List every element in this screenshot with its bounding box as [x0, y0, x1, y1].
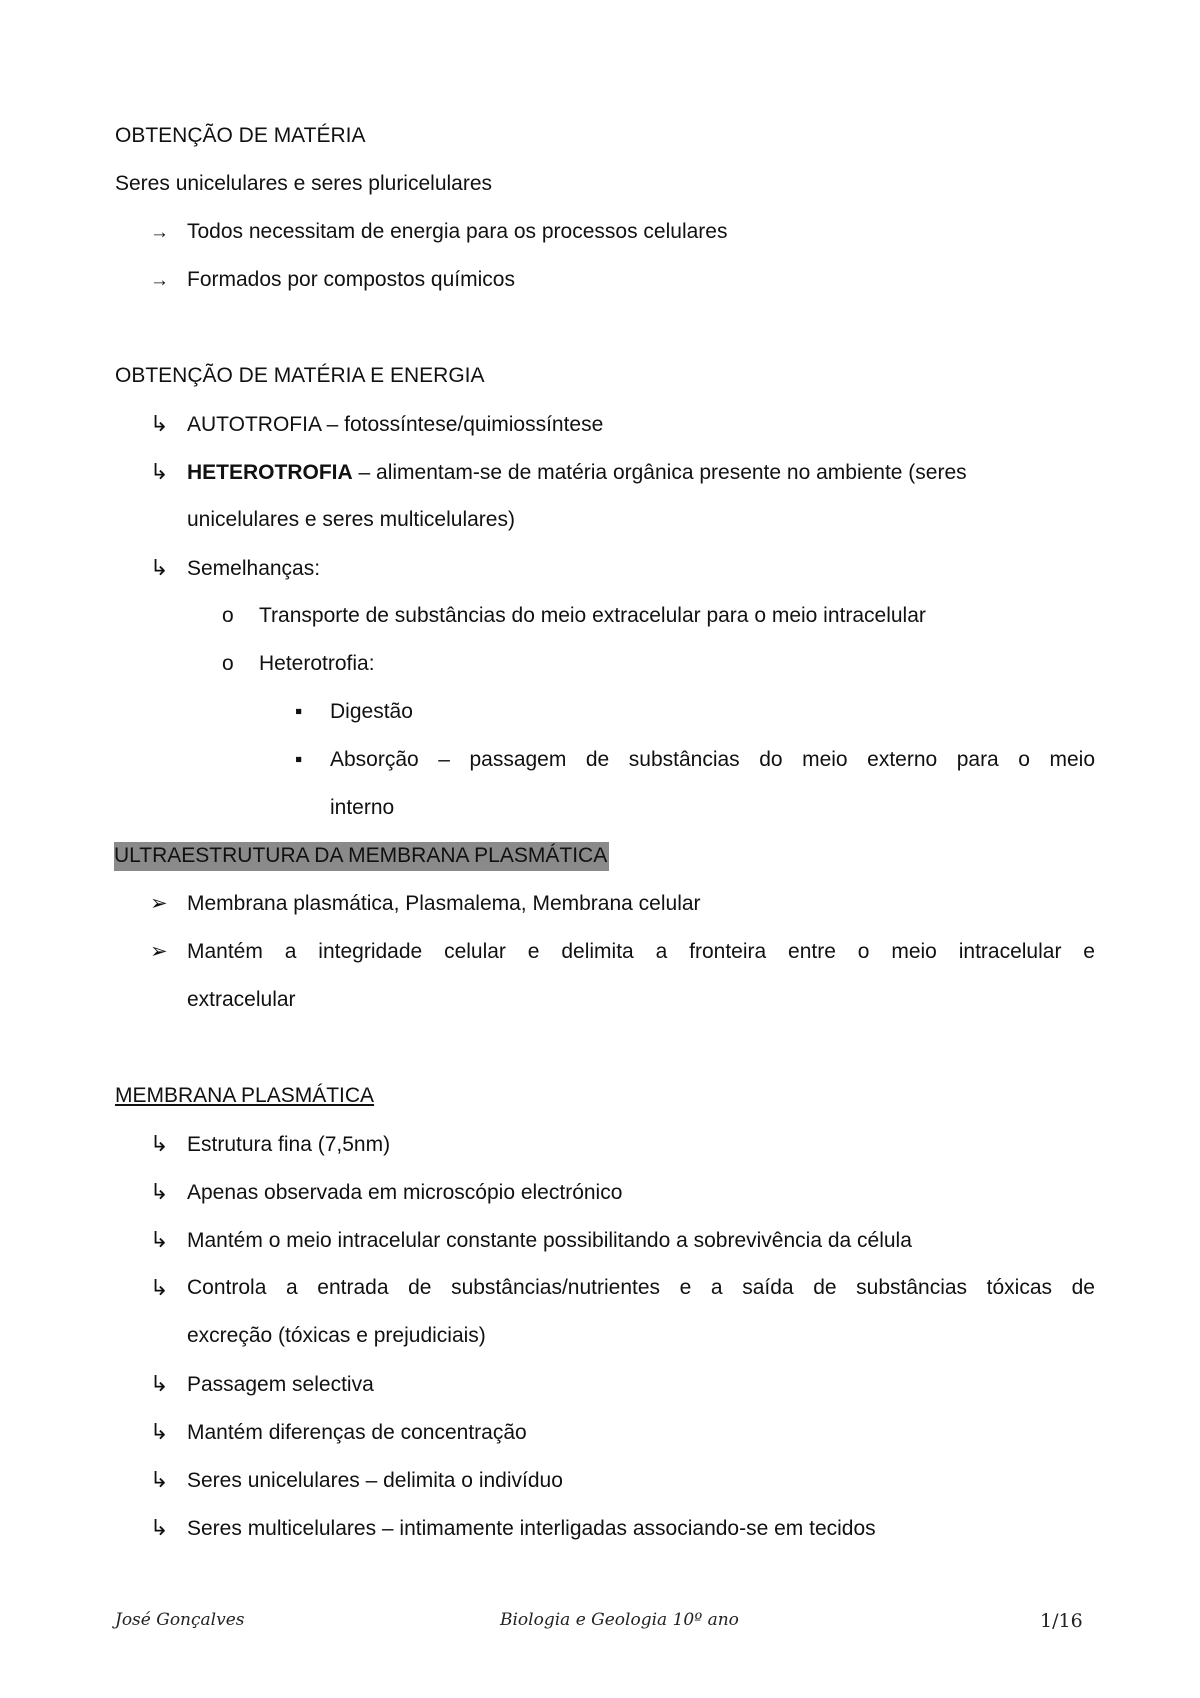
- list-item: ➢ Membrana plasmática, Plasmalema, Membrana celular: [150, 890, 1095, 918]
- list-item-continuation: excreção (tóxicas e prejudiciais): [187, 1324, 486, 1347]
- list-item-continuation: extracelular: [187, 988, 296, 1011]
- hook-arrow-icon: ↳: [150, 1227, 169, 1252]
- hook-arrow-icon: ↳: [150, 1275, 169, 1300]
- list-item: → Todos necessitam de energia para os processos celulares: [150, 218, 1095, 247]
- hook-arrow-icon: ↳: [150, 555, 169, 580]
- list-item: ↳ Mantém diferenças de concentração: [150, 1419, 527, 1444]
- list-item: ↳ Mantém o meio intracelular constante possibilitando a sobrevivência da célula: [150, 1227, 912, 1252]
- list-item-continuation: interno: [330, 796, 395, 819]
- list-item: → Formados por compostos químicos: [150, 266, 1095, 295]
- list-item: ↳ Passagem selectiva: [150, 1371, 374, 1396]
- sub-sub-list-item: ▪ Absorção – passagem de substâncias do meio externo para o meio: [295, 746, 1095, 774]
- footer-author: José Gonçalves: [115, 1610, 245, 1630]
- hook-arrow-icon: ↳: [150, 1179, 169, 1204]
- list-item: ↳ Estrutura fina (7,5nm): [150, 1131, 391, 1156]
- hook-arrow-icon: ↳: [150, 459, 169, 484]
- sub-list-item: o Transporte de substâncias do meio extracelular para o meio intracelular: [222, 602, 1095, 630]
- list-item: ↳ Apenas observada em microscópio electrónico: [150, 1179, 623, 1204]
- list-item: ↳ Controla a entrada de substâncias/nutrientes e a saída de substâncias tóxicas de: [150, 1275, 1095, 1300]
- hook-arrow-icon: ↳: [150, 1467, 169, 1492]
- subtitle-seres: Seres unicelulares e seres pluricelulares: [115, 172, 493, 195]
- list-item: ➢ Mantém a integridade celular e delimita a fronteira entre o meio intracelular e: [150, 938, 1095, 966]
- square-bullet-icon: ▪: [295, 700, 303, 723]
- hook-arrow-icon: ↳: [150, 1371, 169, 1396]
- list-item: ↳ Semelhanças:: [150, 555, 321, 580]
- list-item: ↳ Seres unicelulares – delimita o indivíduo: [150, 1467, 563, 1492]
- arrow-icon: →: [150, 270, 169, 291]
- list-item: ↳ AUTOTROFIA – fotossíntese/quimiossíntese: [150, 411, 604, 436]
- chevron-icon: ➢: [150, 940, 168, 963]
- list-item-continuation: unicelulares e seres multicelulares): [187, 508, 515, 531]
- list-item: ↳ HETEROTROFIA – alimentam-se de matéria orgânica presente no ambiente (seres: [150, 459, 967, 484]
- chevron-icon: ➢: [150, 892, 168, 915]
- footer-course: Biologia e Geologia 10º ano: [500, 1610, 739, 1630]
- sub-list-item: o Heterotrofia:: [222, 650, 1095, 678]
- heading-membrana-plasmatica: MEMBRANA PLASMÁTICA: [115, 1084, 375, 1107]
- square-bullet-icon: ▪: [295, 748, 303, 771]
- list-item: ↳ Seres multicelulares – intimamente interligadas associando-se em tecidos: [150, 1515, 876, 1540]
- heading-ultraestrutura: ULTRAESTRUTURA DA MEMBRANA PLASMÁTICA: [115, 842, 1095, 870]
- hook-arrow-icon: ↳: [150, 1419, 169, 1444]
- arrow-icon: →: [150, 222, 169, 243]
- hook-arrow-icon: ↳: [150, 1515, 169, 1540]
- heading-obtencao-materia-energia: OBTENÇÃO DE MATÉRIA E ENERGIA: [115, 364, 485, 387]
- sub-sub-list-item: ▪ Digestão: [295, 698, 1095, 726]
- page-number: 1/16: [1040, 1610, 1083, 1632]
- hook-arrow-icon: ↳: [150, 1131, 169, 1156]
- circle-bullet-icon: o: [222, 652, 234, 675]
- heading-obtencao-materia: OBTENÇÃO DE MATÉRIA: [115, 124, 366, 147]
- circle-bullet-icon: o: [222, 604, 234, 627]
- hook-arrow-icon: ↳: [150, 411, 169, 436]
